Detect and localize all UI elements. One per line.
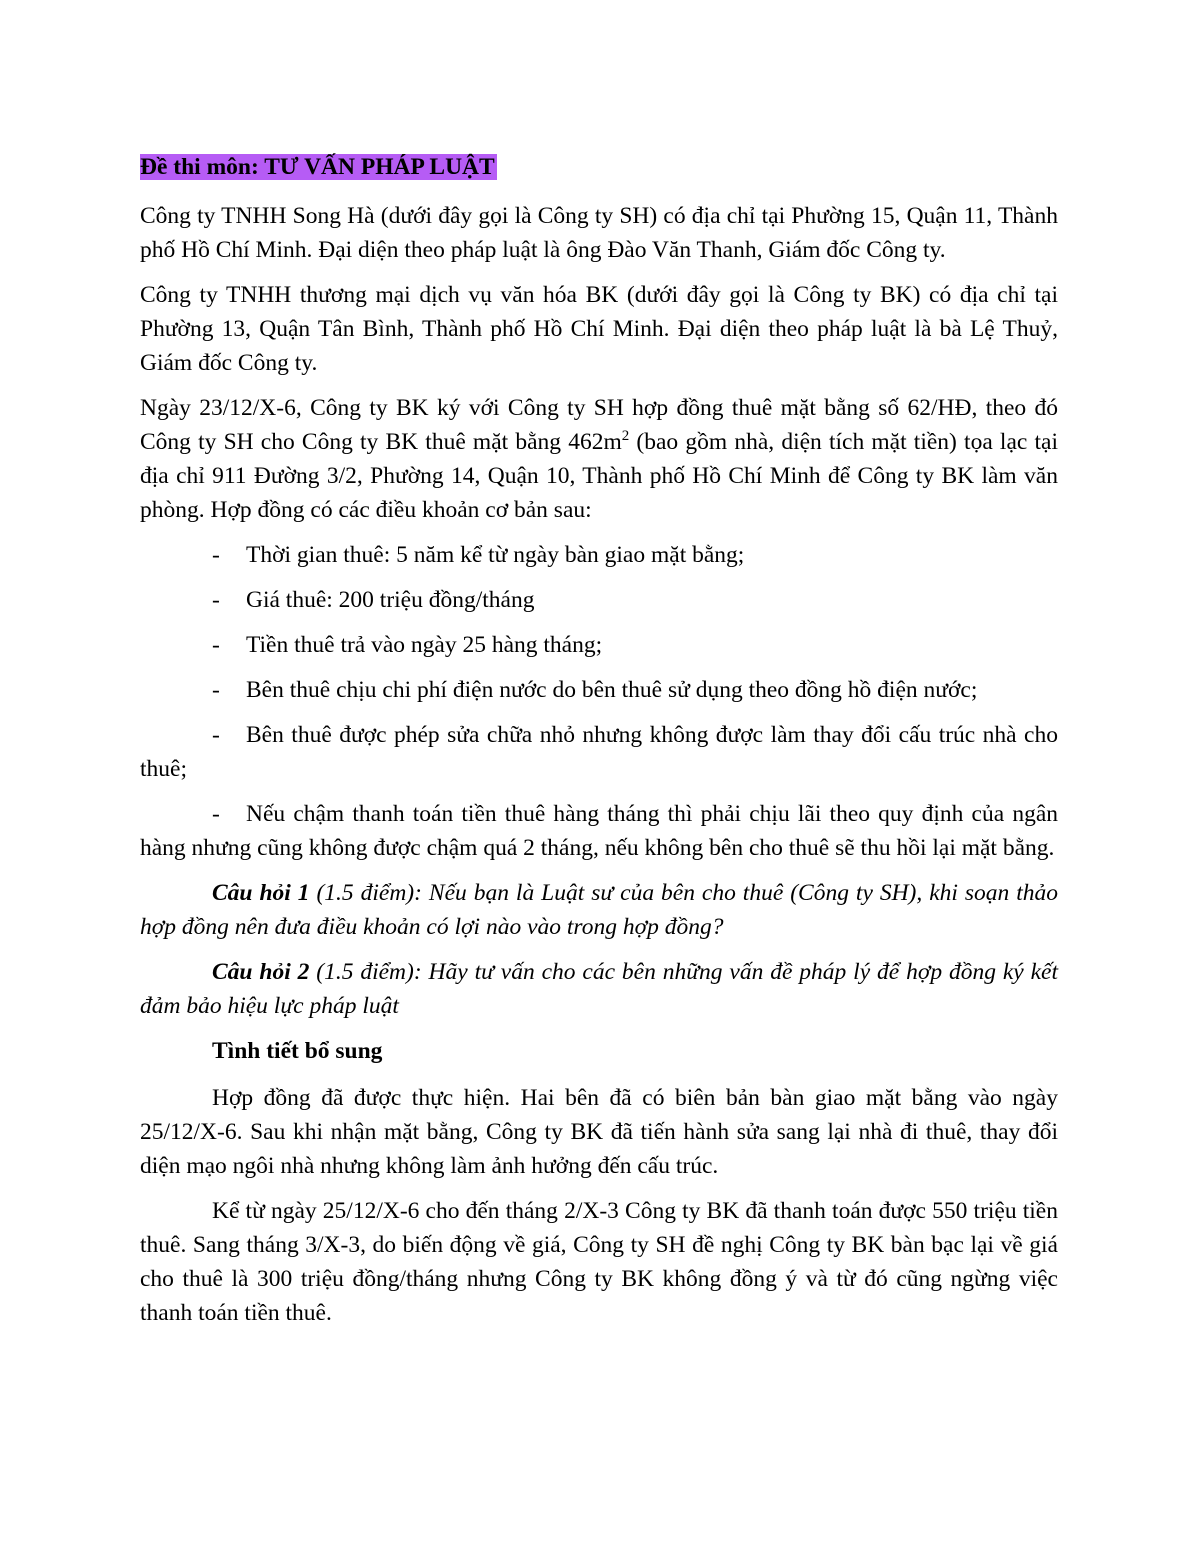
question-2 (140, 955, 1058, 1023)
supplement-heading: Tình tiết bổ sung (212, 1038, 383, 1064)
contract-text-start: Ngày 23/12/X-6, Công ty BK ký với Công ty SH hợp đồng thuê mặt bằng số 62/HĐ, theo đó Công ty SH cho Công ty BK thuê mặt bằng 462m (140, 395, 1058, 455)
clause-text: Tiền thuê trả vào ngày 25 hàng tháng; (246, 632, 603, 658)
contract-text-end: (bao gồm nhà, diện tích mặt tiền) tọa lạc tại địa chỉ 911 Đường 3/2, Phường 14, Quận 10, Thành phố Hồ Chí Minh để Công ty BK làm văn phòng. Hợp đồng có các điều khoản cơ bản sau: (140, 429, 1058, 523)
dash-bullet: - (212, 632, 220, 658)
dash-bullet: - (212, 722, 220, 748)
question-2-text: (1.5 điểm): Hãy tư vấn cho các bên những vấn đề pháp lý để hợp đồng ký kết đảm bảo hiệu lực pháp luật (140, 959, 1059, 1019)
question-1 (140, 876, 1058, 944)
exam-title-highlight: Đề thi môn: TƯ VẤN PHÁP LUẬT (140, 154, 495, 180)
clause-item (140, 673, 1058, 707)
clause-text: Nếu chậm thanh toán tiền thuê hàng tháng thì phải chịu lãi theo quy định của ngân hàng nhưng cũng không được chậm quá 2 tháng, nếu không bên cho thuê sẽ thu hồi lại mặt bằng. (140, 801, 1058, 861)
clause-text: Thời gian thuê: 5 năm kể từ ngày bàn giao mặt bằng; (246, 542, 745, 568)
party-bk-paragraph: Công ty TNHH thương mại dịch vụ văn hóa BK (dưới đây gọi là Công ty BK) có địa chỉ tại Phường 13, Quận Tân Bình, Thành phố Hồ Chí Minh. Đại diện theo pháp luật là bà Lệ Thuỷ, Giám đốc Công ty. (140, 282, 1058, 376)
clause-text: Bên thuê chịu chi phí điện nước do bên thuê sử dụng theo đồng hồ điện nước; (246, 677, 978, 703)
clause-item (140, 628, 1058, 662)
clause-item (140, 718, 1058, 786)
clause-item (140, 583, 1058, 617)
exam-title (140, 150, 1058, 184)
supplement-paragraph-1: Hợp đồng đã được thực hiện. Hai bên đã có biên bản bàn giao mặt bằng vào ngày 25/12/X-6. Sau khi nhận mặt bằng, Công ty BK đã tiến hành sửa sang lại nhà đi thuê, thay đổi diện mạo ngôi nhà nhưng không làm ảnh hưởng đến cấu trúc. (140, 1085, 1058, 1179)
dash-bullet: - (212, 542, 220, 568)
party-sh-paragraph: Công ty TNHH Song Hà (dưới đây gọi là Công ty SH) có địa chỉ tại Phường 15, Quận 11, Thành phố Hồ Chí Minh. Đại diện theo pháp luật là ông Đào Văn Thanh, Giám đốc Công ty. (140, 203, 1058, 263)
question-1-text: (1.5 điểm): Nếu bạn là Luật sư của bên cho thuê (Công ty SH), khi soạn thảo hợp đồng nên đưa điều khoản có lợi nào vào trong hợp đồng? (140, 880, 1059, 940)
document-page (140, 150, 1058, 1341)
question-1-label: Câu hỏi 1 (212, 880, 310, 906)
clause-text: Giá thuê: 200 triệu đồng/tháng (246, 587, 535, 613)
clause-text: Bên thuê được phép sửa chữa nhỏ nhưng không được làm thay đổi cấu trúc nhà cho thuê; (140, 722, 1058, 782)
clause-item (140, 538, 1058, 572)
dash-bullet: - (212, 801, 220, 827)
supplement-paragraph-2: Kể từ ngày 25/12/X-6 cho đến tháng 2/X-3 Công ty BK đã thanh toán được 550 triệu tiền thuê. Sang tháng 3/X-3, do biến động về giá, Công ty SH đề nghị Công ty BK bàn bạc lại về giá cho thuê là 300 triệu đồng/tháng nhưng Công ty BK không đồng ý và từ đó cũng ngừng việc thanh toán tiền thuê. (140, 1198, 1058, 1326)
area-unit-superscript: 2 (621, 428, 630, 445)
contract-paragraph (140, 391, 1058, 527)
dash-bullet: - (212, 587, 220, 613)
dash-bullet: - (212, 677, 220, 703)
question-2-label: Câu hỏi 2 (212, 959, 310, 985)
clause-item (140, 797, 1058, 865)
